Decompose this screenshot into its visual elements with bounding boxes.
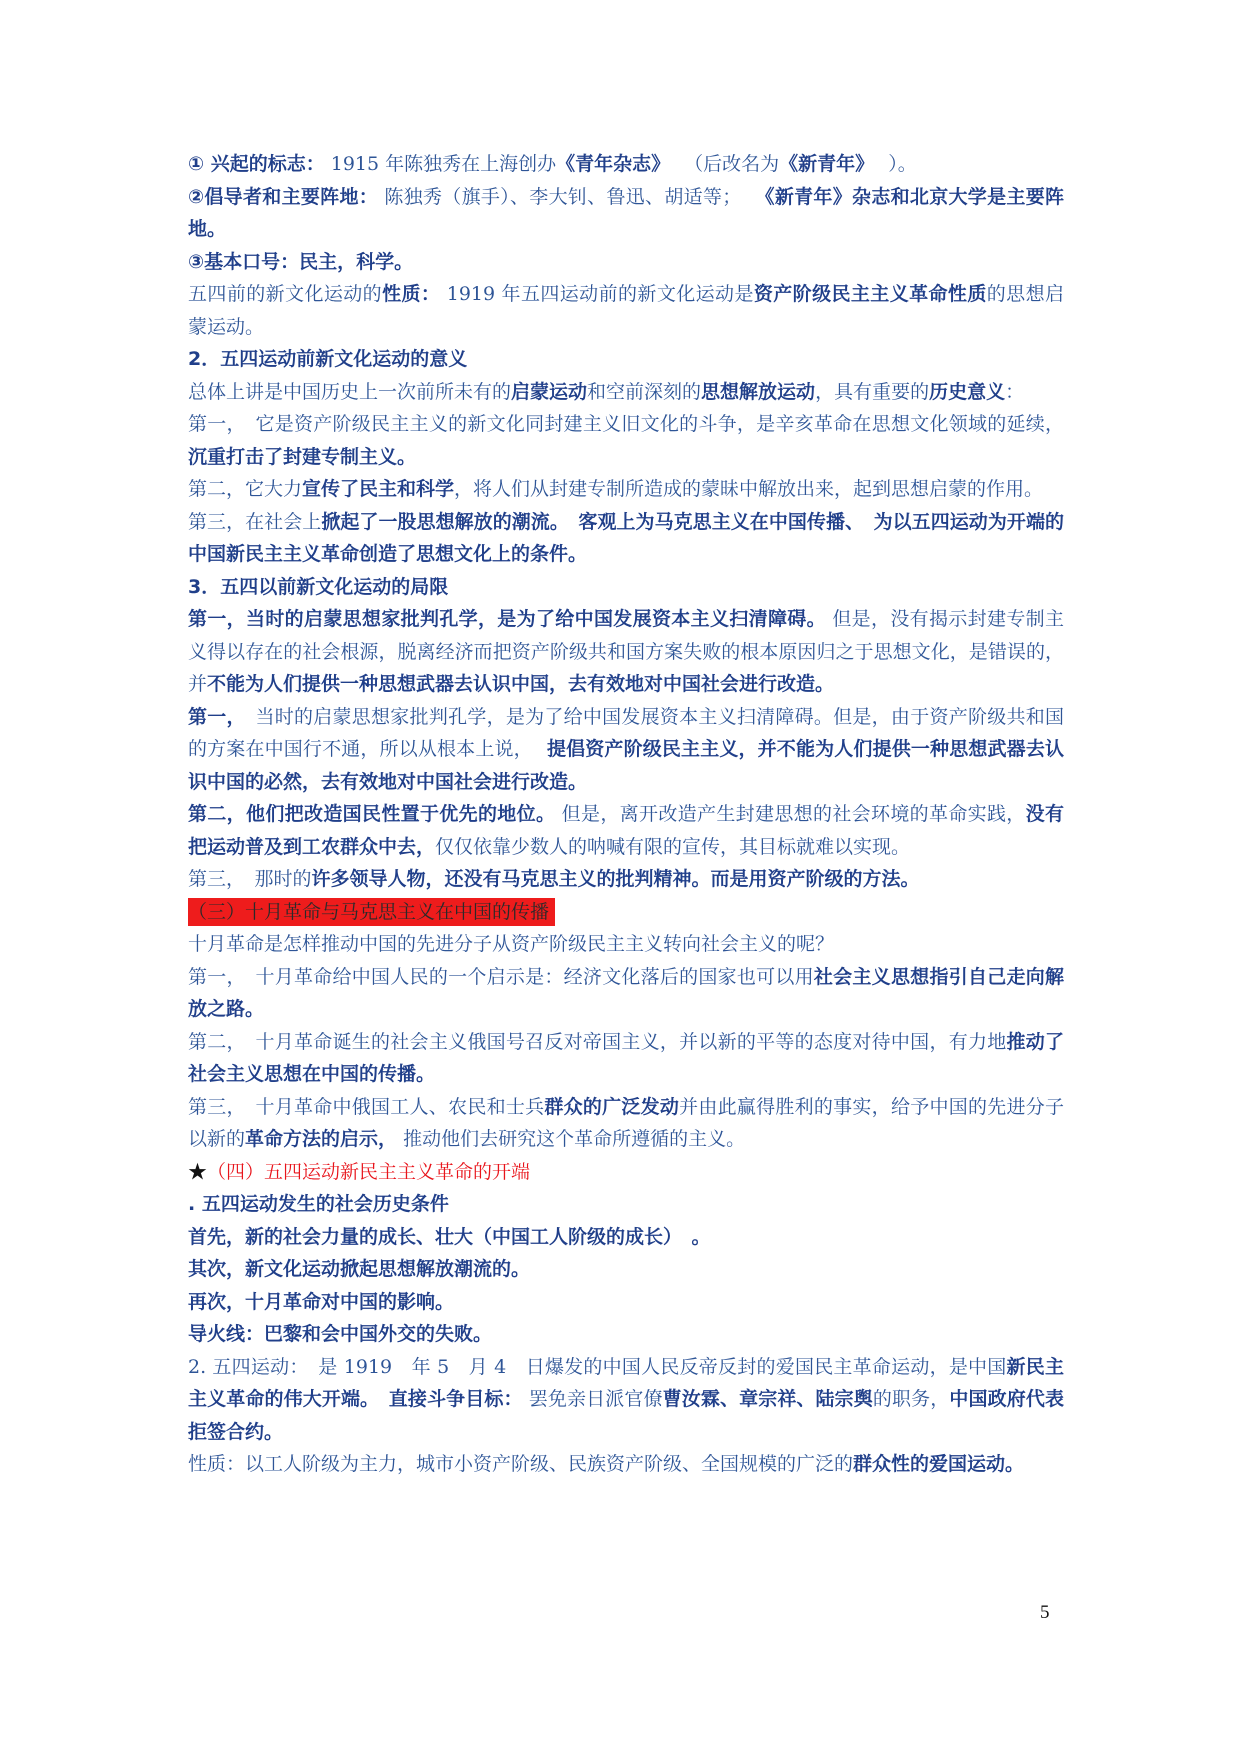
paragraph-may-fourth-def <box>188 1351 1064 1449</box>
text: 第一， 它是资产阶级民主主义的新文化同封建主义旧文化的斗争，是辛亥革命在思想文化领域的延续， <box>188 413 1064 435</box>
text: 但是，没有揭示封建专制主义得以存在的社会根源，脱离经济而把资产阶级共和国方案失败的根本原因归之于思想文化，是错误的，并 <box>188 608 1064 695</box>
text-bold: 群众的广泛发动 <box>544 1095 680 1118</box>
paragraph-advocates <box>188 181 1064 246</box>
section-heading-may-fourth <box>188 1156 1064 1189</box>
paragraph-limitation-1b <box>188 701 1064 799</box>
text-bold: 群众性的爱国运动。 <box>853 1453 1025 1475</box>
text-bold: 《新青年》杂志和北京大学是主要阵地。 <box>188 185 1064 240</box>
text-bold: 新民主主义革命的伟大开端。 直接斗争目标： <box>188 1355 1064 1410</box>
text-bold: 中国政府代表拒签合约。 <box>188 1388 1064 1443</box>
paragraph-limitation-3 <box>188 863 1064 896</box>
text: 仅仅依靠少数人的呐喊有限的宣传，其目标就难以实现。 <box>435 835 911 858</box>
paragraph-october-3 <box>188 1091 1064 1156</box>
heading-conditions: . 五四运动发生的社会历史条件 <box>188 1193 449 1215</box>
text: ，将人们从封建专制所造成的蒙昧中解放出来，起到思想启蒙的作用。 <box>454 478 1044 500</box>
text: 并由此赢得胜利的事实，给予中国的先进分子以新的 <box>188 1095 1064 1150</box>
paragraph-condition-3: 再次，十月革命对中国的影响。 <box>188 1290 455 1313</box>
heading-limitations: 3．五四以前新文化运动的局限 <box>188 575 449 598</box>
text: 和空前深刻的 <box>587 380 702 403</box>
text-bold: 第一，当时的启蒙思想家批判孔学，是为了给中国发展资本主义扫清障碍。 <box>188 608 826 630</box>
text: 但是，离开改造产生封建思想的社会环境的革命实践， <box>555 803 1026 825</box>
text: 第二， 十月革命诞生的社会主义俄国号召反对帝国主义，并以新的平等的态度对待中国，有力地 <box>188 1030 1007 1053</box>
text-bold: 社会主义思想指引自己走向解放之路。 <box>188 965 1064 1020</box>
text: ： <box>1005 380 1025 403</box>
text-bold: 历史意义 <box>929 380 1006 403</box>
text: 第三，在社会上 <box>188 510 322 533</box>
label-advocates: ②倡导者和主要阵地： <box>188 185 379 208</box>
text-bold: 没有把运动普及到工农群众中去， <box>188 803 1064 858</box>
text-bold: 第一， <box>188 705 237 728</box>
text-bold: 曹汝霖、章宗祥、陆宗舆 <box>662 1388 873 1410</box>
paragraph-significance-intro <box>188 376 1064 409</box>
star-icon: ★ <box>188 1160 208 1183</box>
text: 五四前的新文化运动的 <box>188 283 383 305</box>
text-bold: 许多领导人物，还没有马克思主义的批判精神。而是用资产阶级的方法。 <box>311 868 920 890</box>
text-bold: 思想解放运动 <box>701 380 816 403</box>
section-heading-october <box>188 896 1064 929</box>
text: 总体上讲是中国历史上一次前所未有的 <box>188 380 512 403</box>
text: 罢免亲日派官僚 <box>522 1388 663 1410</box>
paragraph-limitation-1 <box>188 603 1064 701</box>
text-bold: 启蒙运动 <box>511 380 588 403</box>
text-bold: 不能为人们提供一种思想武器去认识中国，去有效地对中国社会进行改造。 <box>207 673 835 695</box>
page-number: 5 <box>1040 1602 1050 1623</box>
document-body <box>188 148 1064 1481</box>
heading-significance: 2．五四运动前新文化运动的意义 <box>188 348 468 370</box>
text-bold: 掀起了一股思想解放的潮流。 客观上为马克思主义在中国传播、 为以五四运动为开端的中国新民主主义革命创造了思想文化上的条件。 <box>188 510 1064 565</box>
text: 2. 五四运动： 是 1919 年 5 月 4 日爆发的中国人民反帝反封的爱国民主革命运动，是中国 <box>188 1355 1007 1378</box>
paragraph-slogan: ③基本口号：民主，科学。 <box>188 250 414 273</box>
paragraph-condition-4: 导火线：巴黎和会中国外交的失败。 <box>188 1323 493 1345</box>
text-bold: 资产阶级民主主义革命性质 <box>753 283 987 305</box>
text: 1915 年陈独秀在上海创办 <box>324 153 557 175</box>
text-bold: 推动了社会主义思想在中国的传播。 <box>188 1030 1064 1085</box>
label-sign: ① 兴起的标志： <box>188 153 325 175</box>
text: ）。 <box>888 153 917 175</box>
paragraph-condition-2: 其次，新文化运动掀起思想解放潮流的。 <box>188 1258 531 1280</box>
paragraph-october-2 <box>188 1026 1064 1091</box>
paragraph-significance-2 <box>188 473 1064 506</box>
paragraph-limitation-2 <box>188 798 1064 863</box>
text: 第三， 那时的 <box>188 868 312 890</box>
paragraph-may-fourth-nature <box>188 1448 1064 1481</box>
text: 第一， 十月革命给中国人民的一个启示是：经济文化落后的国家也可以用 <box>188 965 814 988</box>
text: 的思想启蒙运动。 <box>188 283 1064 338</box>
paragraph-significance-3 <box>188 506 1064 571</box>
text: 第三， 十月革命中俄国工人、农民和士兵 <box>188 1095 545 1118</box>
paragraph-sign <box>188 148 1064 181</box>
text-bold: 革命方法的启示， <box>245 1128 398 1150</box>
text: 1919 年五四运动前的新文化运动是 <box>440 283 754 305</box>
text: ，具有重要的 <box>815 380 930 403</box>
text-bold: 沉重打击了封建专制主义。 <box>188 445 417 468</box>
text: （后改名为 <box>684 153 780 175</box>
magazine-title: 《新青年》 <box>779 153 875 175</box>
paragraph-october-question: 十月革命是怎样推动中国的先进分子从资产阶级民主主义转向社会主义的呢？ <box>188 933 835 955</box>
highlighted-heading: （三）十月革命与马克思主义在中国的传播 <box>188 898 555 926</box>
text: 第二，它大力 <box>188 478 303 500</box>
text-bold: 第二，他们把改造国民性置于优先的地位。 <box>188 803 556 825</box>
paragraph-condition-1: 首先，新的社会力量的成长、壮大（中国工人阶级的成长） 。 <box>188 1225 711 1248</box>
text-bold: 宣传了民主和科学 <box>302 478 455 500</box>
paragraph-significance-1 <box>188 408 1064 473</box>
text: 性质：以工人阶级为主力，城市小资产阶级、民族资产阶级、全国规模的广泛的 <box>188 1453 854 1475</box>
text: 陈独秀（旗手）、李大钊、鲁迅、胡适等； <box>378 185 742 208</box>
label-nature: 性质： <box>382 283 441 305</box>
text-bold: 提倡资产阶级民主主义，并不能为人们提供一种思想武器去认识中国的必然，去有效地对中国社会进行改造。 <box>188 738 1064 793</box>
red-heading: （四）五四运动新民主主义革命的开端 <box>207 1160 531 1183</box>
text: 的职务， <box>872 1388 950 1410</box>
magazine-title: 《青年杂志》 <box>556 153 671 175</box>
paragraph-october-1 <box>188 961 1064 1026</box>
text: 当时的启蒙思想家批判孔学，是为了给中国发展资本主义扫清障碍。但是，由于资产阶级共和国的方案在中国行不通，所以从根本上说， <box>188 705 1064 760</box>
paragraph-nature <box>188 278 1064 343</box>
text: 推动他们去研究这个革命所遵循的主义。 <box>397 1128 746 1150</box>
